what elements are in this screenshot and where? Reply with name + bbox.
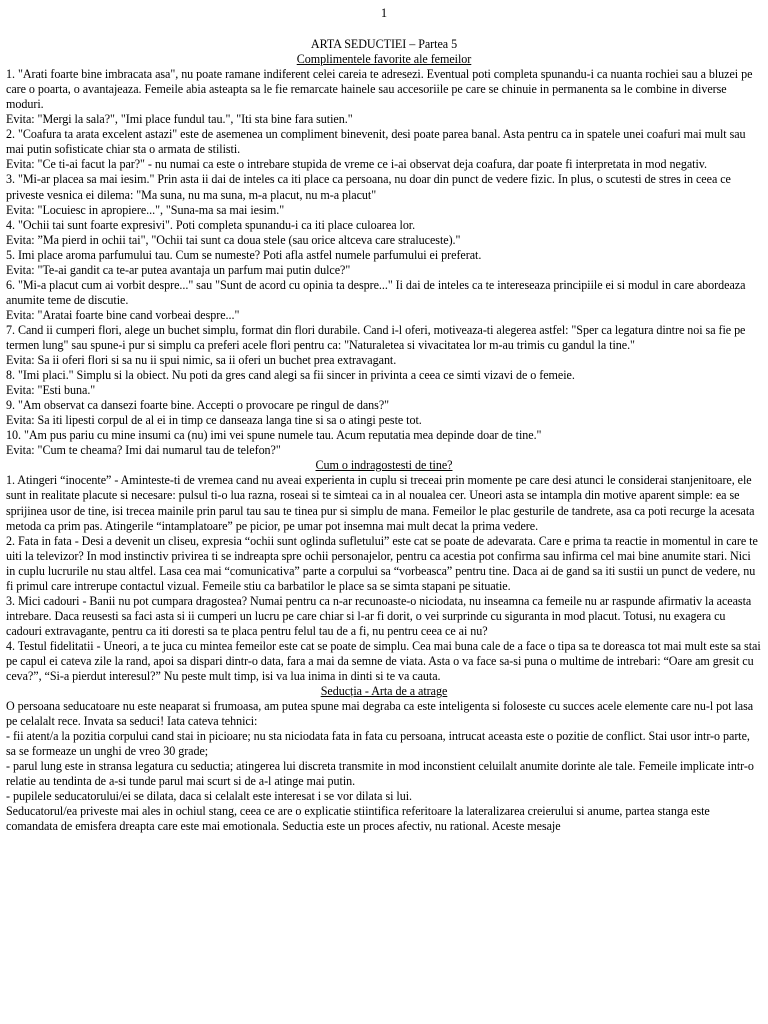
section-heading-seduction: Seducția - Arta de a atrage [320,684,448,699]
section-body-fall-in-love [6,473,762,684]
paragraph: Evita: Sa iti lipesti corpul de al ei in timp ce danseaza langa tine si sa o atingi peste tot. [6,413,422,428]
paragraph: 3. "Mi-ar placea sa mai iesim." Prin asta ii dai de inteles ca iti place ca persoana, nu doar din punct de vedere fizic. In plus, o scutesti de stres in ceea ce priveste vesnica ei dilema: "Ma suna, nu ma suna, m-a placut, nu m-a placut" [6,172,731,202]
paragraph: Evita: ”Ma pierd in ochii tai", "Ochii tai sunt ca doua stele (sau orice altceva care straluceste)." [6,232,461,247]
paragraph: Seducatorul/ea priveste mai ales in ochiul stang, ceea ce are o explicatie stiintifica referitoare la lateralizarea creierului si anume, partea stanga este comandata de emisfera dreapta care este mai emotionala. Seductia este un proces afectiv, nu rational. Aceste mesaje [6,804,710,834]
paragraph: Evita: "Esti buna." [6,383,96,398]
paragraph: 4. Testul fidelitatii - Uneori, a te juca cu mintea femeilor este cat se poate de simplu. Cea mai buna cale de a face o tipa sa te doreasca tot mai mult este sa stai pe capul ei cateva zile la rand, apoi sa dispari dintr-o data, fara a mai da semne de viata. Asta o va face sa-si puna o multime de intrebari: “Oare am gresit cu ceva?”, “Si-a pierdut interesul?” Nu peste mult timp, isi va lua inima in dinti si te va cauta. [6,638,761,684]
paragraph: 8. "Imi placi." Simplu si la obiect. Nu poti da gres cand alegi sa fii sincer in privinta a ceea ce simti vizavi de o femeie. [6,368,575,383]
paragraph: 10. "Am pus pariu cu mine insumi ca (nu) imi vei spune numele tau. Acum reputatia mea depinde doar de tine." [6,428,542,443]
paragraph: 6. "Mi-a placut cum ai vorbit despre..." sau "Sunt de acord cu opinia ta despre..." Ii dai de inteles ca te intereseaza principiile ei si modul in care abordeaza anumite teme de discutie. [6,277,746,307]
paragraph: - pupilele seducatorului/ei se dilata, daca si celalalt este interesat i se vor dilata si lui. [6,789,413,804]
paragraph: 1. Atingeri “inocente” - Aminteste-ti de vremea cand nu aveai experienta in cuplu si treceai prin momente pe care desi atunci le considerai stanjenitoare, ele sunt in realitate placute si necesare: pulsul ti-o lua razna, roseai si te simteai ca in al noualea cer. Uneori asta se intampla din motive aparent simple: ea se sprijinea usor de tine, isi trecea mainile prin parul tau sau te tinea pur si simplu de mana. Femeilor le plac gesturile de tandrete, asa ca poti recurge la acesata metoda ca prim pas. Atingerile “intamplatoare” pe picior, pe umar pot insemna mai mult decat la prima vedere. [6,473,755,533]
paragraph: - fii atent/a la pozitia corpului cand stai in picioare; nu sta niciodata fata in fata cu persoana, intrucat aceasta este o pozitie de conflict. Stai usor intr-o parte, sa se formeaze un unghi de vreo 30 grade; [6,729,750,759]
paragraph: 2. Fata in fata - Desi a devenit un cliseu, expresia “ochii sunt oglinda sufletului” este cat se poate de adevarata. Care e prima ta reactie in momentul in care te uiti la televizor? In mod instinctiv privirea ti se indreapta spre ochii personajelor, pentru ca acestia pot confirma sau infirma cel mai bine anumite stari. Nici in cuplu lucrurile nu stau altfel. Lasa cea mai “comunicativa” parte a corpului sa “vorbeasca” pentru tine. Daca ai de gand sa iti sustii un punct de vedere, nu fi primul care intrerupe contactul vizual. Femeile stiu ca barbatilor le place sa se simta stapani pe situatie. [6,533,758,593]
paragraph: - parul lung este in stransa legatura cu seductia; atingerea lui discreta transmite in mod inconstient celuilalt anumite dorinte ale tale. Femeile implicate intr-o relatie au tendinta de a-si tunde parul mai scurt si de a-l atinge mai putin. [6,759,754,789]
paragraph: 7. Cand ii cumperi flori, alege un buchet simplu, format din flori durabile. Cand i-l oferi, motiveaza-ti alegerea astfel: "Sper ca legatura dintre noi sa fie pe termen lung" sau spune-i pur si simplu ca preferi acele flori pentru ca: "Naturaletea si vivacitatea lor m-au trimis cu gandul la tine." [6,322,746,352]
paragraph: Evita: "Aratai foarte bine cand vorbeai despre..." [6,307,240,322]
paragraph: Evita: "Cum te cheama? Imi dai numarul tau de telefon?" [6,443,281,458]
section-heading-fall-in-love: Cum o indragostesti de tine? [315,458,453,473]
section-heading-compliments: Complimentele favorite ale femeilor [296,52,472,67]
paragraph: Evita: "Te-ai gandit ca te-ar putea avantaja un parfum mai putin dulce?" [6,262,351,277]
paragraph: 3. Mici cadouri - Banii nu pot cumpara dragostea? Numai pentru ca n-ar recunoaste-o niciodata, nu inseamna ca femeile nu ar raspunde afirmativ la aceasta intrebare. Daca reusesti sa faci asta si ii cumperi un lucru pe care chiar si l-ar fi dorit, o vei surprinde cu siguranta in mod placut. Totusi, nu exagera cu cadouri extravagante, pentru ca iti doresti sa te placa pentru felul tau de a fi, nu pentru ceea ce ai nu? [6,593,752,638]
paragraph: Evita: "Ce ti-ai facut la par?" - nu numai ca este o intrebare stupida de vreme ce i-ai observat deja coafura, dar poate fi interpretata in mod negativ. [6,157,707,172]
page-number: 1 [380,6,388,20]
paragraph: Evita: "Locuiesc in apropiere...", "Suna-ma sa mai iesim." [6,202,285,217]
paragraph: 4. "Ochii tai sunt foarte expresivi". Poti completa spunandu-i ca iti place culoarea lor. [6,217,416,232]
paragraph: 1. "Arati foarte bine imbracata asa", nu poate ramane indiferent celei careia te adresezi. Eventual poti completa spunandu-i ca nuanta rochiei sau a bluzei pe care o poarta, o avantajeaza. Femeile abia asteapta sa le fie remarcate hainele sau accesoriile pe care se chinuie in permanenta sa le combine in diverse moduri. [6,67,753,112]
document-title: ARTA SEDUCTIEI – Partea 5 [310,37,458,52]
paragraph: 9. "Am observat ca dansezi foarte bine. Accepti o provocare pe ringul de dans?" [6,398,390,413]
paragraph: O persoana seducatoare nu este neaparat si frumoasa, am putea spune mai degraba ca este inteligenta si foloseste cu succes acele elemente care nu-l pot lasa pe celalalt rece. Invata sa seduci! Iata cateva tehnici: [6,699,754,729]
paragraph: Evita: Sa ii oferi flori si sa nu ii spui nimic, sa ii oferi un buchet prea extravagant. [6,353,397,368]
paragraph: 2. "Coafura ta arata excelent astazi" este de asemenea un compliment binevenit, desi poate parea banal. Asta pentru ca in spatele unei coafuri mai mult sau mai putin sofisticate chiar sta o armata de stilisti. [6,127,746,157]
section-body-compliments [6,67,762,458]
paragraph: 5. Imi place aroma parfumului tau. Cum se numeste? Poti afla astfel numele parfumului ei preferat. [6,247,482,262]
paragraph: Evita: "Mergi la sala?", "Imi place fundul tau.", "Iti sta bine fara sutien." [6,112,353,127]
section-body-seduction [6,699,762,834]
